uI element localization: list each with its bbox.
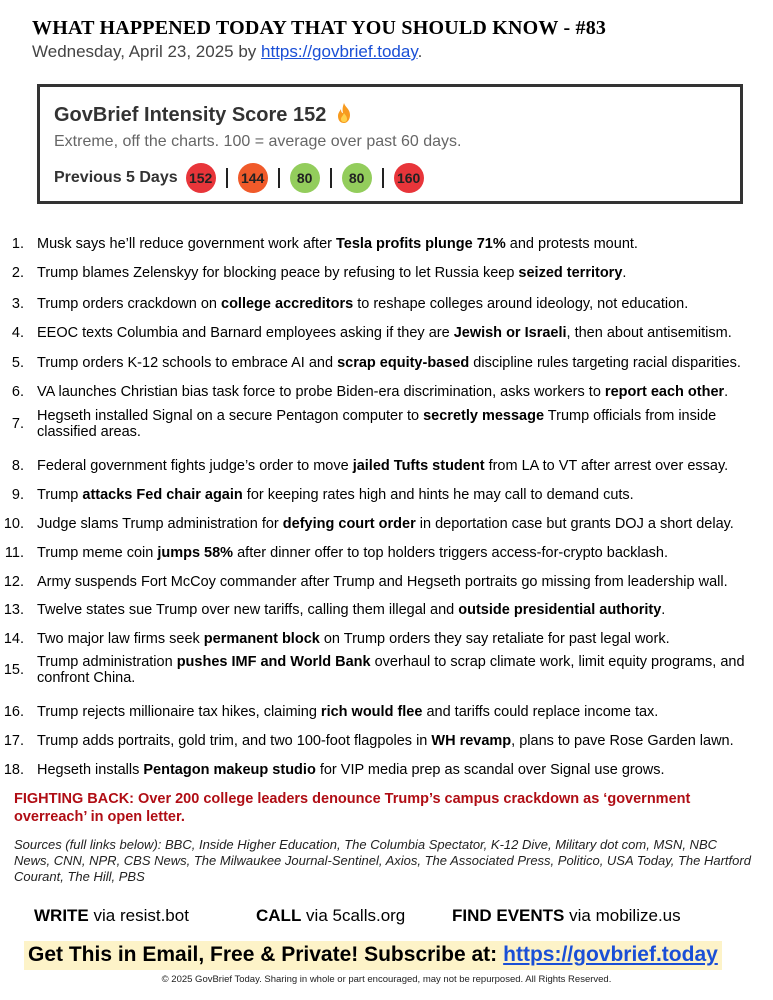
item-text-part: discipline rules targeting racial disparities. xyxy=(469,355,741,371)
item-text-part: to reshape colleges around ideology, not education. xyxy=(353,296,689,312)
item-number: 3. xyxy=(11,296,24,312)
item-number: 8. xyxy=(11,458,24,474)
item-highlight: jumps 58% xyxy=(157,545,234,561)
item-text xyxy=(37,265,767,281)
item-text-part: Federal government fights judge’s order to move xyxy=(37,458,353,474)
item-text-part: Trump administration xyxy=(37,654,177,670)
item-text-part: Trump adds portraits, gold trim, and two 100-foot flagpoles in xyxy=(37,733,432,749)
intensity-score-text: GovBrief Intensity Score 152 xyxy=(54,104,327,126)
item-text xyxy=(37,631,767,647)
call-action[interactable] xyxy=(256,906,405,926)
item-text xyxy=(37,574,767,590)
score-circle: 152 xyxy=(186,163,216,193)
item-number: 11. xyxy=(4,545,24,561)
item-text-part: . xyxy=(661,602,666,618)
item-text-part: Judge slams Trump administration for xyxy=(37,516,283,532)
item-number: 9. xyxy=(11,487,24,503)
item-text xyxy=(37,704,767,720)
page-title: WHAT HAPPENED TODAY THAT YOU SHOULD KNOW - #83 xyxy=(32,17,607,39)
item-text xyxy=(37,408,767,440)
write-via: via resist.bot xyxy=(88,906,189,925)
item-highlight: permanent block xyxy=(203,631,320,647)
item-text-part: Musk says he’ll reduce government work after xyxy=(37,236,336,252)
item-text-part: Trump officials from inside classified areas. xyxy=(37,408,717,440)
item-text xyxy=(37,355,767,371)
flame-icon xyxy=(336,103,352,123)
find-events-label: FIND EVENTS xyxy=(452,906,565,925)
item-highlight: attacks Fed chair again xyxy=(82,487,243,503)
sources: Sources (full links below): BBC, Inside Higher Education, The Columbia Spectator, K-12 Dive, Military dot com, MSN, NBC News, CNN, NPR, CBS News, The Milwaukee Journal-Sentinel, Axios, The Associated Press, Politico, USA Today, The Hartford Courant, The Hill, PBS xyxy=(14,837,751,884)
item-number: 5. xyxy=(11,355,24,371)
item-text xyxy=(37,762,767,778)
item-number: 13. xyxy=(3,602,24,618)
item-number: 6. xyxy=(11,384,24,400)
item-text-part: from LA to VT after arrest over essay. xyxy=(484,458,729,474)
item-highlight: report each other xyxy=(604,384,725,400)
item-text-part: , then about antisemitism. xyxy=(566,325,732,341)
item-highlight: Tesla profits plunge 71% xyxy=(336,236,506,252)
item-text-part: EEOC texts Columbia and Barnard employees asking if they are xyxy=(37,325,454,341)
item-text xyxy=(37,487,767,503)
item-text-part: Trump meme coin xyxy=(37,545,158,561)
item-text-part: Trump blames Zelenskyy for blocking peace by refusing to let Russia keep xyxy=(37,265,519,281)
subscribe-link[interactable]: https://govbrief.today xyxy=(503,943,718,966)
item-text-part: Trump orders crackdown on xyxy=(37,296,222,312)
subscribe-banner xyxy=(24,941,722,970)
item-number: 16. xyxy=(3,704,24,720)
item-highlight: college accreditors xyxy=(221,296,354,312)
intensity-description: Extreme, off the charts. 100 = average over past 60 days. xyxy=(54,133,462,150)
item-text-part: on Trump orders they say retaliate for past legal work. xyxy=(319,631,670,647)
item-highlight: pushes IMF and World Bank xyxy=(176,654,371,670)
item-highlight: outside presidential authority xyxy=(458,602,662,618)
date-suffix: . xyxy=(417,42,423,61)
score-circle: 80 xyxy=(342,163,372,193)
call-via: via 5calls.org xyxy=(301,906,406,925)
item-text-part: Hegseth installs xyxy=(37,762,144,778)
item-text-part: Trump rejects millionaire tax hikes, claiming xyxy=(37,704,321,720)
item-number: 15. xyxy=(3,662,24,678)
item-text-part: after dinner offer to top holders triggers access-for-crypto backlash. xyxy=(233,545,669,561)
item-text-part: in deportation case but grants DOJ a short delay. xyxy=(415,516,734,532)
date-line xyxy=(32,42,422,62)
item-text-part: Trump orders K-12 schools to embrace AI and xyxy=(37,355,338,371)
item-text xyxy=(37,384,767,400)
previous-days-row xyxy=(54,163,424,193)
item-text-part: Two major law firms seek xyxy=(37,631,204,647)
item-highlight: defying court order xyxy=(282,516,416,532)
item-highlight: WH revamp xyxy=(431,733,512,749)
actions-row xyxy=(0,906,773,928)
fighting-back: FIGHTING BACK: Over 200 college leaders denounce Trump’s campus crackdown as ‘government overreach’ in open letter. xyxy=(14,791,691,825)
item-text xyxy=(37,325,767,341)
item-text-part: Army suspends Fort McCoy commander after Trump and Hegseth portraits go missing from leadership wall. xyxy=(37,574,728,590)
item-text-part: Trump xyxy=(37,487,83,503)
item-number: 2. xyxy=(11,265,24,281)
item-text xyxy=(37,654,767,686)
separator xyxy=(330,168,332,188)
separator xyxy=(382,168,384,188)
item-number: 12. xyxy=(3,574,24,590)
date-text: Wednesday, April 23, 2025 by xyxy=(32,42,262,61)
item-highlight: scrap equity-based xyxy=(337,355,470,371)
item-text xyxy=(37,516,767,532)
call-label: CALL xyxy=(256,906,302,925)
item-highlight: Jewish or Israeli xyxy=(453,325,567,341)
item-text-part: VA launches Christian bias task force to probe Biden-era discrimination, asks workers to xyxy=(37,384,605,400)
intensity-score-title xyxy=(54,103,352,127)
item-text-part: for keeping rates high and hints he may call to demand cuts. xyxy=(242,487,634,503)
item-number: 18. xyxy=(3,762,24,778)
find-events-action[interactable] xyxy=(452,906,681,926)
previous-days-label: Previous 5 Days xyxy=(54,169,178,186)
govbrief-link[interactable]: https://govbrief.today xyxy=(261,42,418,61)
item-text-part: , plans to pave Rose Garden lawn. xyxy=(511,733,734,749)
item-text-part: and protests mount. xyxy=(505,236,638,252)
find-events-via: via mobilize.us xyxy=(564,906,681,925)
item-text-part: Hegseth installed Signal on a secure Pentagon computer to xyxy=(37,408,424,424)
subscribe-text: Get This in Email, Free & Private! Subscribe at: xyxy=(28,943,498,966)
item-text xyxy=(37,236,767,252)
item-text-part: . xyxy=(622,265,627,281)
score-circle: 160 xyxy=(394,163,424,193)
separator xyxy=(226,168,228,188)
item-text xyxy=(37,602,767,618)
item-number: 7. xyxy=(11,416,24,432)
copyright: © 2025 GovBrief Today. Sharing in whole or part encouraged, may not be repurposed. All Rights Reserved. xyxy=(161,974,612,985)
item-text-part: for VIP media prep as scandal over Signal use grows. xyxy=(315,762,665,778)
item-text-part: and tariffs could replace income tax. xyxy=(422,704,659,720)
separator xyxy=(278,168,280,188)
item-text xyxy=(37,545,767,561)
item-text-part: . xyxy=(724,384,729,400)
item-text xyxy=(37,733,767,749)
item-number: 10. xyxy=(3,516,24,532)
item-text xyxy=(37,296,767,312)
item-text xyxy=(37,458,767,474)
item-highlight: rich would flee xyxy=(320,704,423,720)
item-highlight: seized territory xyxy=(518,265,623,281)
score-circle: 144 xyxy=(238,163,268,193)
item-number: 17. xyxy=(3,733,24,749)
item-number: 1. xyxy=(11,236,24,252)
item-highlight: jailed Tufts student xyxy=(352,458,485,474)
write-action[interactable] xyxy=(34,906,189,926)
item-text-part: Twelve states sue Trump over new tariffs, calling them illegal and xyxy=(37,602,459,618)
item-number: 14. xyxy=(3,631,24,647)
score-circle: 80 xyxy=(290,163,320,193)
item-number: 4. xyxy=(11,325,24,341)
write-label: WRITE xyxy=(34,906,89,925)
item-text-part: overhaul to scrap climate work, limit equity programs, and confront China. xyxy=(37,654,745,686)
intensity-score-box xyxy=(37,84,743,204)
item-highlight: Pentagon makeup studio xyxy=(143,762,316,778)
item-highlight: secretly message xyxy=(423,408,545,424)
